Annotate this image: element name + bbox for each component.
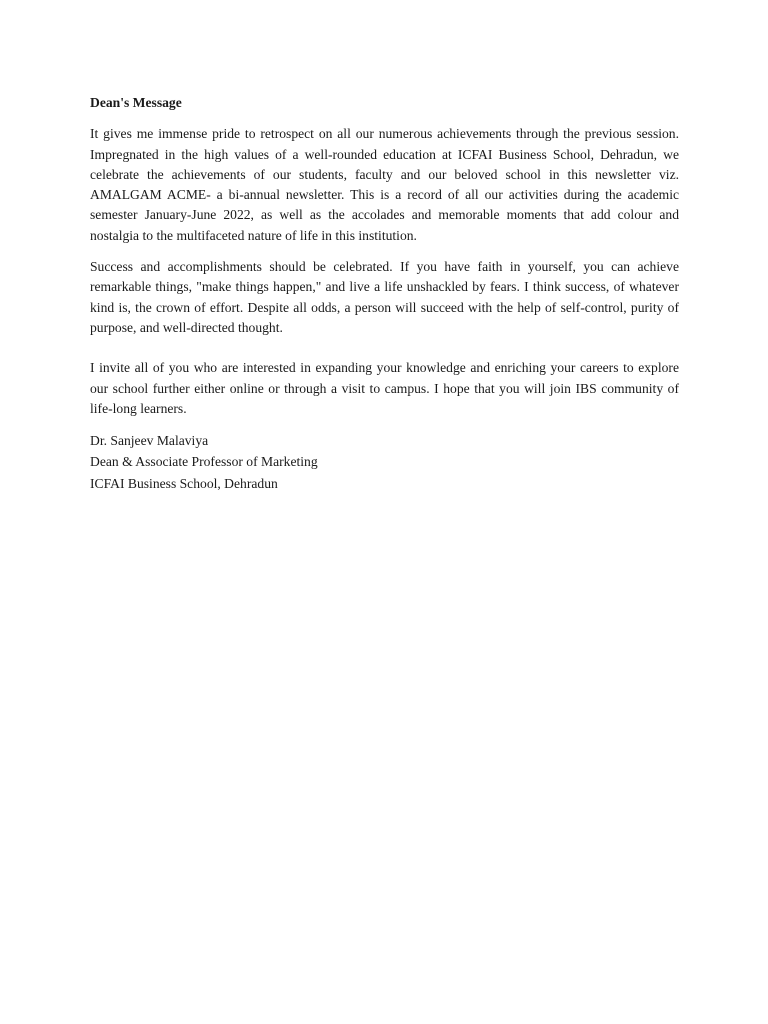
signature-name: Dr. Sanjeev Malaviya bbox=[90, 433, 209, 449]
signature-institution: ICFAI Business School, Dehradun bbox=[90, 475, 278, 491]
signature-title: Dean & Associate Professor of Marketing bbox=[90, 454, 318, 470]
paragraph-success: Success and accomplishments should be celebrated. If you have faith in yourself, you can achieve remarkable things, "make things happen," and live a life unshackled by fears. I think success, of whatever kind is, the crown of effort. Despite all odds, a person will succeed with the help of self-control, purity of purpose, and well-directed thought. bbox=[90, 259, 679, 335]
signature-block bbox=[90, 430, 679, 494]
paragraph-invitation: I invite all of you who are interested in expanding your knowledge and enriching your careers to explore our school further either online or through a visit to campus. I hope that you will join IBS community of life-long learners. bbox=[90, 360, 679, 416]
document-page bbox=[90, 93, 679, 494]
paragraph-intro: It gives me immense pride to retrospect on all our numerous achievements through the previous session. Impregnated in the high values of a well-rounded education at ICFAI Business School, Dehradun, we celebrate the achievements of our students, faculty and our beloved school in this newsletter viz. AMALGAM ACME- a bi-annual newsletter. This is a record of all our activities during the academic semester January-June 2022, as well as the accolades and memorable moments that add colour and nostalgia to the multifaceted nature of life in this institution. bbox=[90, 126, 679, 243]
document-heading: Dean's Message bbox=[90, 95, 182, 110]
